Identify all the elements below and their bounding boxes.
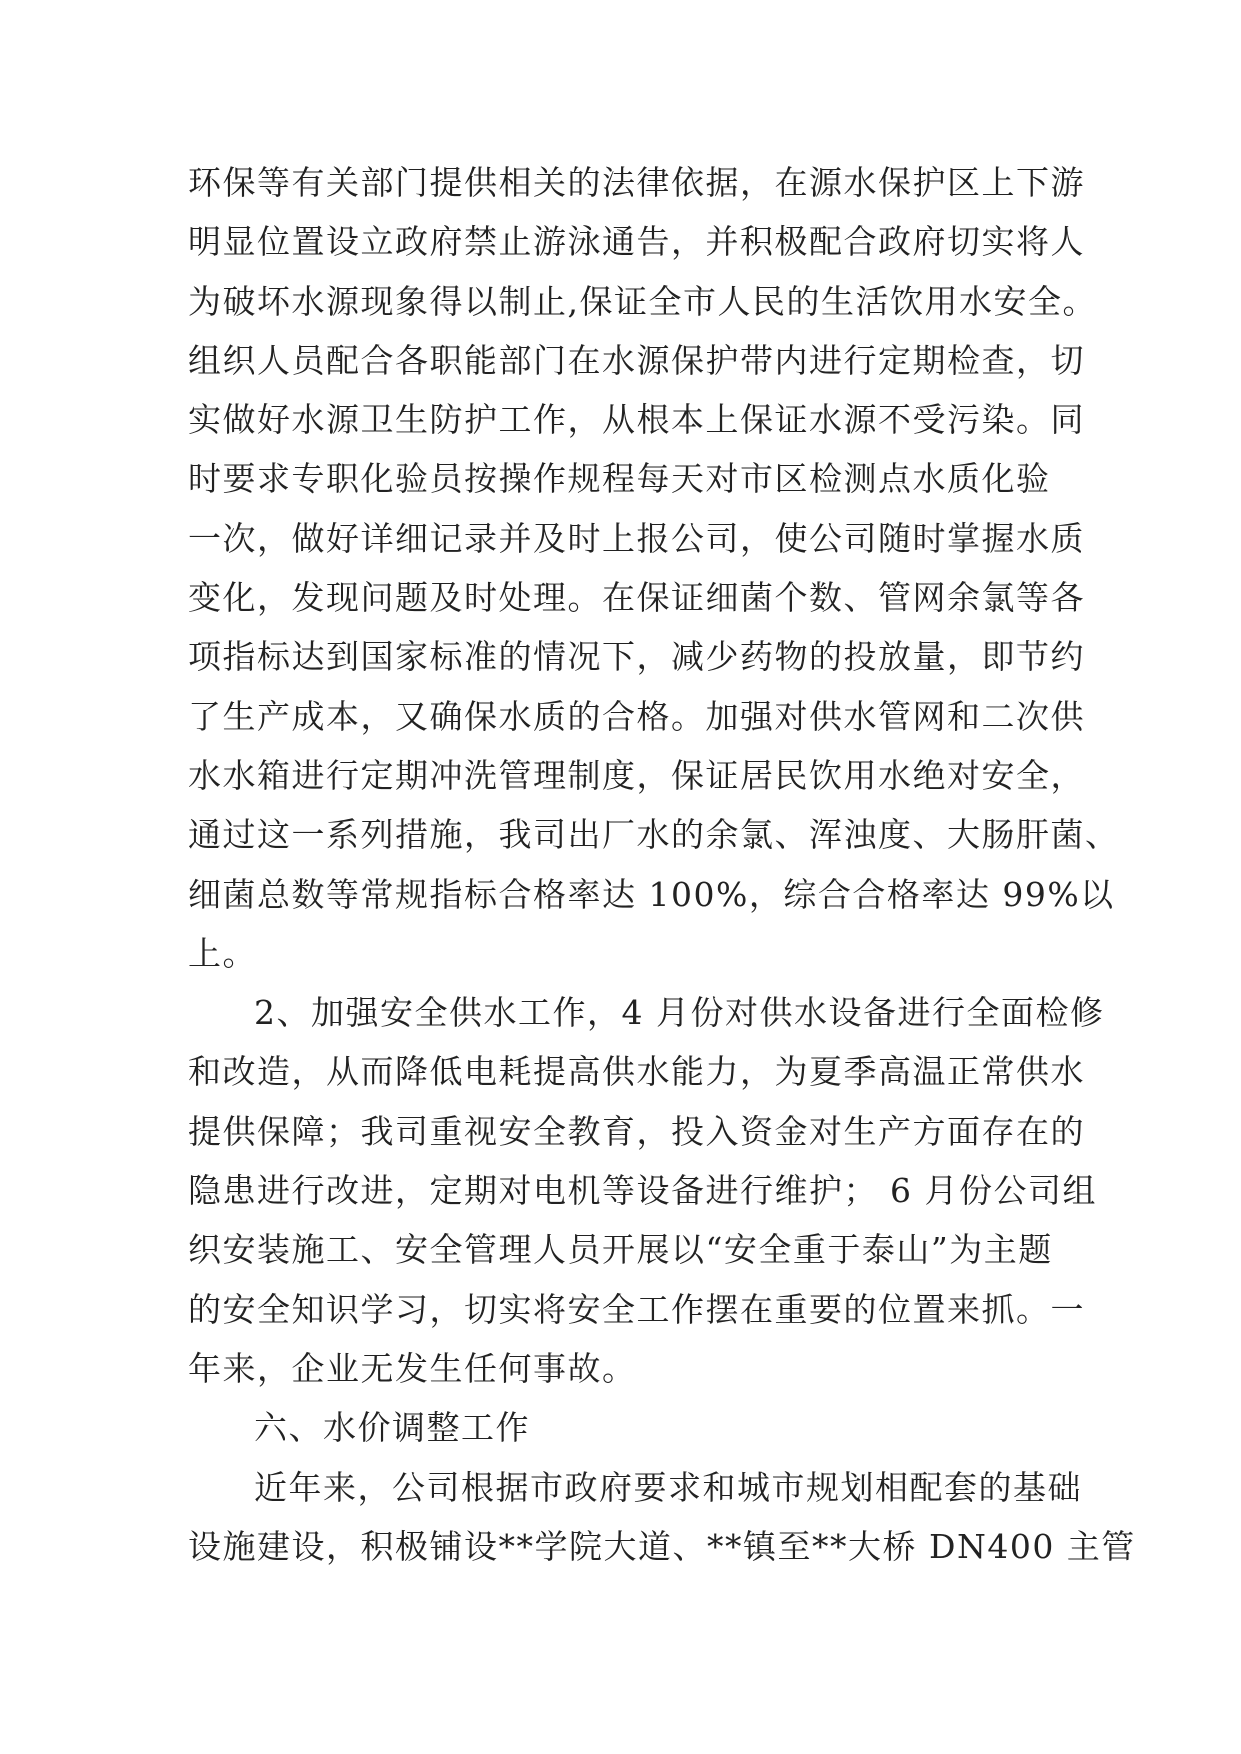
text-line: 了生产成本，又确保水质的合格。加强对供水管网和二次供 <box>188 696 1085 736</box>
text-line: 时要求专职化验员按操作规程每天对市区检测点水质化验 <box>188 459 1051 499</box>
text-line: 提供保障；我司重视安全教育，投入资金对生产方面存在的 <box>188 1111 1085 1151</box>
paragraph-first-line: 近年来，公司根据市政府要求和城市规划相配套的基础 <box>254 1467 1082 1507</box>
text-line: 实做好水源卫生防护工作，从根本上保证水源不受污染。同 <box>188 400 1085 440</box>
text-line: 一次，做好详细记录并及时上报公司，使公司随时掌握水质 <box>188 518 1085 558</box>
text-line: 水水箱进行定期冲洗管理制度，保证居民饮用水绝对安全， <box>188 755 1085 795</box>
text-line: 设施建设，积极铺设**学院大道、**镇至**大桥 DN400 主管 <box>188 1526 1136 1566</box>
text-line: 细菌总数等常规指标合格率达 100%，综合合格率达 99%以 <box>188 874 1115 914</box>
body-text <box>188 153 1136 1576</box>
text-line: 变化，发现问题及时处理。在保证细菌个数、管网余氯等各 <box>188 578 1085 618</box>
text-line: 年来，企业无发生任何事故。 <box>188 1348 637 1388</box>
section-heading: 六、水价调整工作 <box>254 1408 530 1448</box>
text-line: 通过这一系列措施，我司出厂水的余氯、浑浊度、大肠肝菌、 <box>188 815 1120 855</box>
text-line: 上。 <box>188 933 257 973</box>
text-line: 环保等有关部门提供相关的法律依据，在源水保护区上下游 <box>188 163 1085 202</box>
text-line: 明显位置设立政府禁止游泳通告，并积极配合政府切实将人 <box>188 222 1085 262</box>
text-line: 的安全知识学习，切实将安全工作摆在重要的位置来抓。一 <box>188 1289 1085 1329</box>
text-line: 组织人员配合各职能部门在水源保护带内进行定期检查，切 <box>188 340 1085 380</box>
text-line: 织安装施工、安全管理人员开展以“安全重于泰山”为主题 <box>188 1230 1053 1270</box>
text-line: 项指标达到国家标准的情况下，减少药物的投放量，即节约 <box>188 637 1085 677</box>
paragraph-first-line: 2、加强安全供水工作，4 月份对供水设备进行全面检修 <box>254 993 1105 1033</box>
text-line: 隐患进行改进，定期对电机等设备进行维护； 6 月份公司组 <box>188 1171 1097 1211</box>
text-line: 和改造，从而降低电耗提高供水能力，为夏季高温正常供水 <box>188 1052 1085 1092</box>
text-line: 为破坏水源现象得以制止,保证全市人民的生活饮用水安全。 <box>188 281 1097 321</box>
